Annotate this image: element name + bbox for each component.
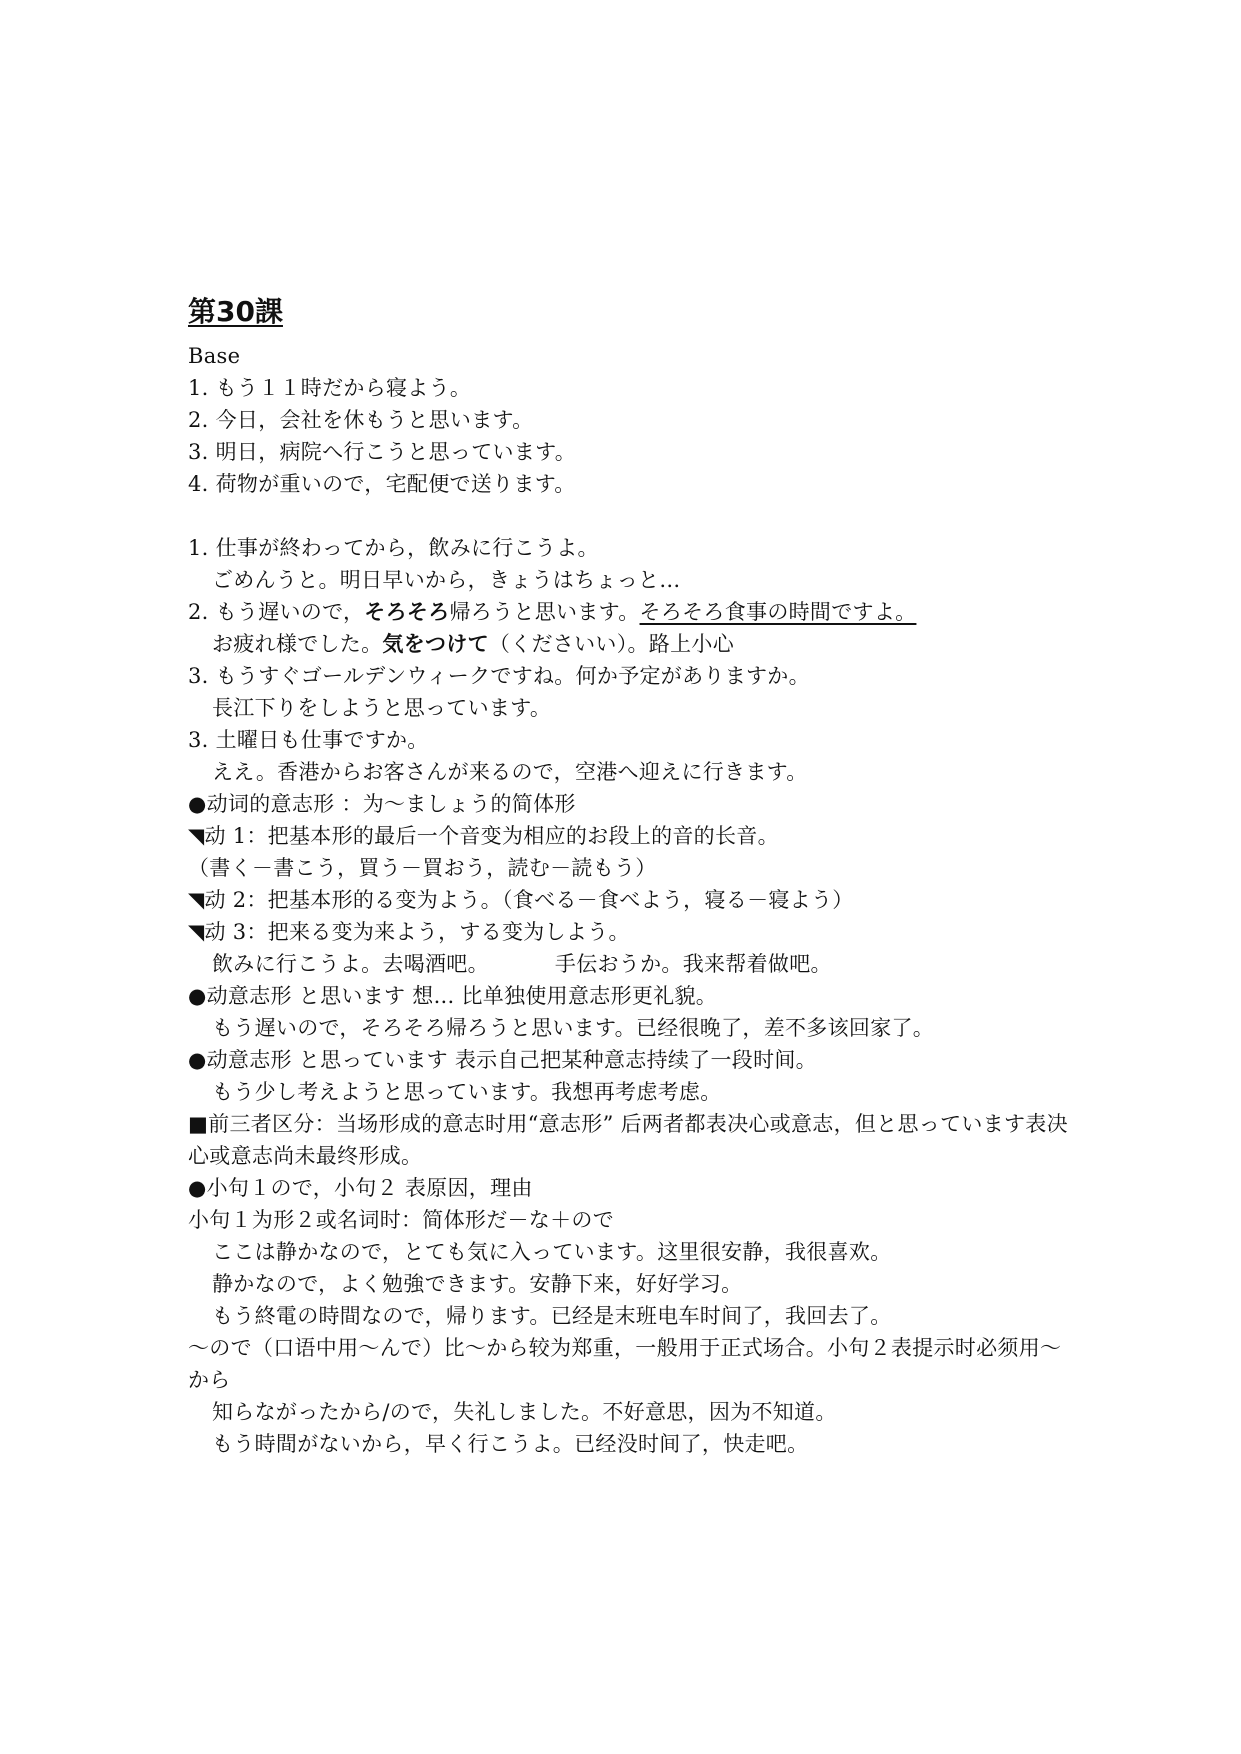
dialog-3-question: 3. もうすぐゴールデンウィークですね。何か予定がありますか。 — [188, 664, 810, 688]
example-to-omoimasu: もう遅いので，そろそろ帰ろうと思います。已经很晚了，差不多该回家了。 — [212, 1016, 935, 1040]
note-to-omoimasu: ●动意志形 と思います 想... 比单独使用意志形更礼貌。 — [188, 984, 718, 1008]
spacer — [188, 500, 1068, 532]
note-verb-group-1: ◥动 1：把基本形的最后一个音变为相应的お段上的音的长音。 — [188, 824, 779, 848]
dialog-4-question: 3. 土曜日も仕事ですか。 — [188, 728, 429, 752]
base-sentence-3: 3. 明日，病院へ行こうと思っています。 — [188, 440, 577, 464]
dialog-2-question-pre: 2. もう遅いので， — [188, 600, 365, 624]
example-kara-node: 知らながったから/ので，失礼しました。不好意思，因为不知道。 — [212, 1400, 837, 1424]
note-verb-group-1-examples: （書く－書こう，買う－買おう，読む－読もう） — [188, 856, 657, 880]
base-label: Base — [188, 344, 241, 368]
dialog-2-question-mid: 帰ろうと思います。 — [449, 600, 640, 624]
dialog-2-answer-bold: 気をつけて — [382, 632, 489, 656]
dialog-2-answer — [188, 628, 1068, 660]
note-examples-volitional — [188, 948, 1068, 980]
note-volitional-form: ●动词的意志形 ：为～ましょう的简体形 — [188, 792, 576, 816]
note-to-omotteimasu: ●动意志形 と思っています 表示自己把某种意志持续了一段时间。 — [188, 1048, 817, 1072]
dialog-2-answer-pre: お疲れ様でした。 — [212, 632, 383, 656]
dialog-2-question — [188, 596, 1068, 628]
example-to-omotteimasu: もう少し考えようと思っています。我想再考虑考虑。 — [212, 1080, 722, 1104]
base-sentence-2: 2. 今日，会社を休もうと思います。 — [188, 408, 534, 432]
dialog-2-question-bold: そろそろ — [364, 600, 450, 624]
note-verb-group-2: ◥动 2：把基本形的る变为よう。（食べる－食べよう，寝る－寝よう） — [188, 888, 854, 912]
dialog-3-answer: 長江下りをしようと思っています。 — [212, 696, 552, 720]
dialog-4-answer: ええ。香港からお客さんが来るので，空港へ迎えに行きます。 — [212, 760, 808, 784]
lesson-title: 第30課 — [188, 295, 283, 328]
example-tetsudaou: 手伝おうか。我来帮着做吧。 — [554, 952, 832, 976]
example-node-3: もう終電の時間なので，帰ります。已经是末班电车时间了，我回去了。 — [212, 1304, 892, 1328]
note-verb-group-3: ◥动 3：把来る变为来よう，する变为しよう。 — [188, 920, 630, 944]
dialog-1-question: 1. 仕事が終わってから，飲みに行こうよ。 — [188, 536, 599, 560]
base-sentence-4: 4. 荷物が重いので，宅配便で送ります。 — [188, 472, 576, 496]
dialog-2-question-underlined: そろそろ食事の時間ですよ。 — [639, 600, 917, 624]
example-node-1: ここは静かなので，とても気に入っています。这里很安静，我很喜欢。 — [212, 1240, 892, 1264]
base-sentence-1: 1. もう１１時だから寝よう。 — [188, 376, 472, 400]
note-distinction: ■前三者区分：当场形成的意志时用“意志形” 后两者都表决心或意志，但と思っています表决心或意志尚未最终形成。 — [188, 1112, 1068, 1168]
document-page — [188, 292, 1068, 1460]
example-node-2: 静かなので，よく勉強できます。安静下来，好好学习。 — [212, 1272, 743, 1296]
example-kara: もう時間がないから，早く行こうよ。已经没时间了，快走吧。 — [212, 1432, 809, 1456]
note-node-vs-kara: ～ので（口语中用～んで）比～から较为郑重，一般用于正式场合。小句２表提示时必须用～から — [188, 1336, 1062, 1392]
dialog-2-answer-post: （くださいい）。路上小心 — [488, 632, 735, 656]
dialog-1-answer: ごめんうと。明日早いから，きょうはちょっと… — [212, 568, 681, 592]
note-node-form: 小句１为形２或名词时：简体形だ－な＋ので — [188, 1208, 614, 1232]
note-node: ●小句１ので，小句２ 表原因，理由 — [188, 1176, 533, 1200]
example-nomi-ni-ikou: 飲みに行こうよ。去喝酒吧。 — [212, 952, 489, 976]
